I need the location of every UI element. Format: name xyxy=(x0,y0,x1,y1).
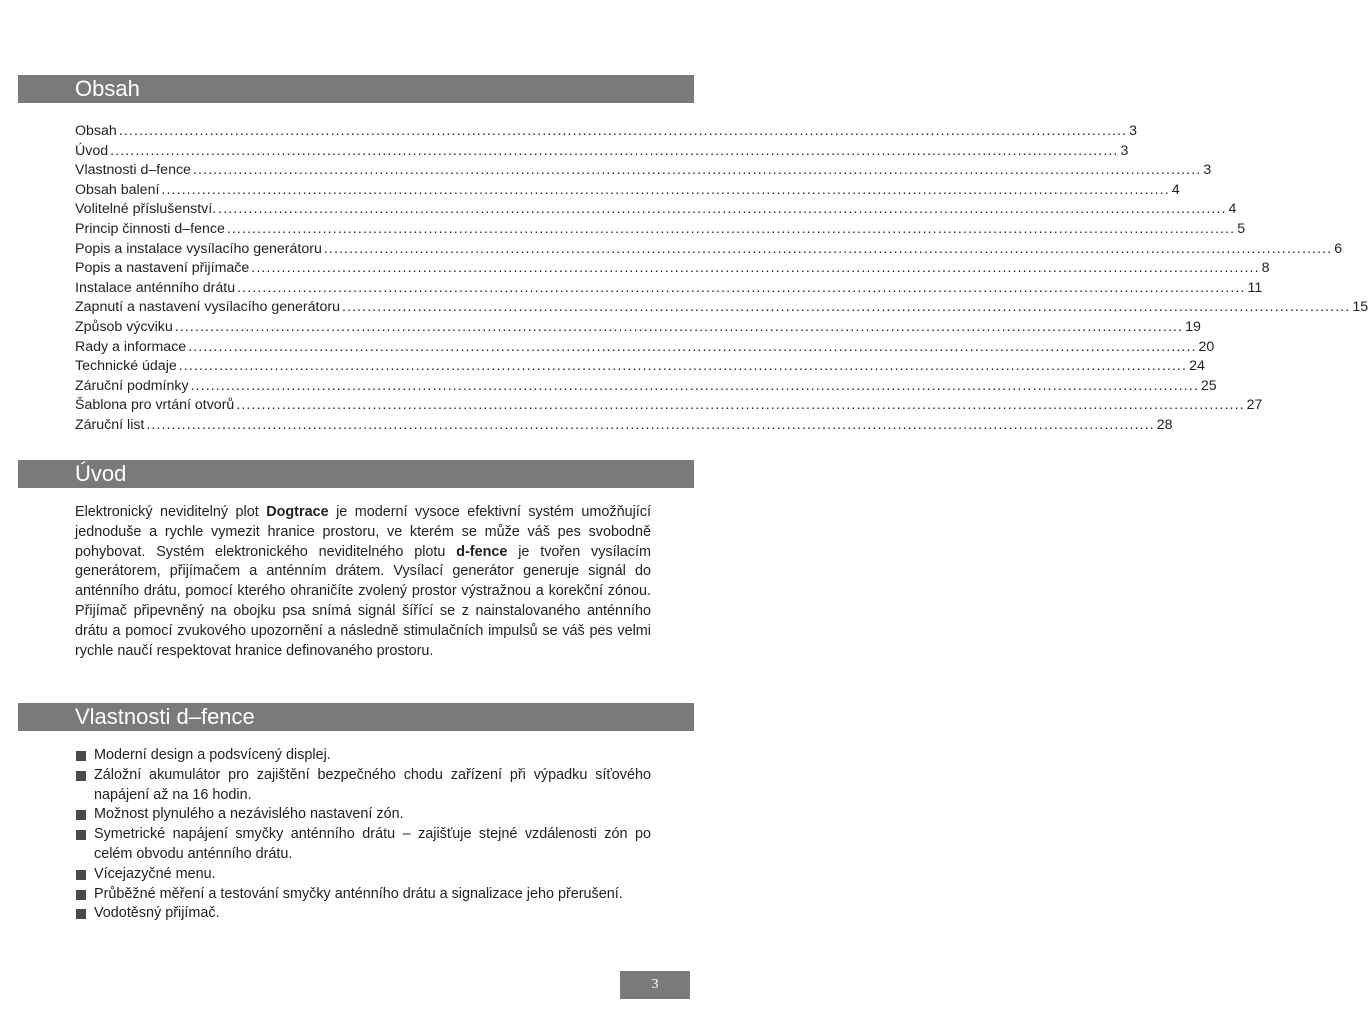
section-header-vlastnosti: Vlastnosti d–fence xyxy=(18,703,694,731)
table-of-contents xyxy=(75,122,1368,436)
feature-text: Vodotěsný přijímač. xyxy=(94,905,220,922)
intro-text-2: je moderní vysoce efektivní systém umožňující jednoduše a rychle vymezit hranice prostoru, ve kterém se může váš pes svobodně pohybovat. Systém elektronického neviditelného plotu xyxy=(75,504,651,560)
toc-entry-page: 3 xyxy=(1129,123,1138,139)
toc-entry-title: Záruční podmínky xyxy=(75,377,189,394)
toc-leader-dots: ........................................................................................................................................................................................................ xyxy=(251,260,1260,277)
toc-entry-title: Popis a nastavení přijímače xyxy=(75,260,250,277)
list-item xyxy=(75,885,651,905)
feature-text: Možnost plynulého a nezávislého nastavení zón. xyxy=(94,806,404,823)
list-item xyxy=(75,904,651,924)
toc-leader-dots: ........................................................................................................................................................................................................ xyxy=(192,162,1202,179)
toc-entry[interactable] xyxy=(75,142,1129,162)
toc-entry-title: Instalace anténního drátu xyxy=(75,279,236,296)
toc-leader-dots: ........................................................................................................................................................................................................ xyxy=(190,377,1199,394)
toc-entry[interactable] xyxy=(75,122,1138,142)
intro-paragraph xyxy=(75,503,651,661)
toc-leader-dots: ........................................................................................................................................................................................................ xyxy=(236,397,1245,414)
feature-text: Vícejazyčné menu. xyxy=(94,865,216,882)
toc-entry-page: 6 xyxy=(1334,240,1343,257)
feature-text: Záložní akumulátor pro zajištění bezpečného chodu zařízení při výpadku síťového napájení až na 16 hodin. xyxy=(94,766,651,803)
page-number: 3 xyxy=(620,971,690,999)
toc-entry[interactable] xyxy=(75,220,1246,240)
square-bullet-icon xyxy=(76,909,86,919)
toc-entry-page: 4 xyxy=(1228,201,1237,218)
toc-leader-dots: ........................................................................................................................................................................................................ xyxy=(110,142,1119,159)
toc-entry-title: Volitelné příslušenství. xyxy=(75,201,217,218)
list-item xyxy=(75,766,651,806)
section-header-uvod: Úvod xyxy=(18,460,694,488)
toc-entry-page: 25 xyxy=(1200,377,1217,394)
toc-entry-page: 19 xyxy=(1185,318,1201,335)
toc-leader-dots: ........................................................................................................................................................................................................ xyxy=(218,201,1227,218)
toc-entry[interactable] xyxy=(75,200,1237,220)
toc-leader-dots: ........................................................................................................................................................................................................ xyxy=(178,358,1188,375)
toc-leader-dots: ........................................................................................................................................................................................................ xyxy=(188,338,1197,355)
toc-leader-dots: ........................................................................................................................................................................................................ xyxy=(323,240,1333,257)
toc-entry-page: 15 xyxy=(1352,299,1368,316)
square-bullet-icon xyxy=(76,830,86,840)
toc-entry-title: Způsob výcviku xyxy=(75,318,173,335)
toc-entry-title: Šablona pro vrtání otvorů xyxy=(75,397,235,414)
toc-entry[interactable] xyxy=(75,416,1173,436)
toc-entry-page: 27 xyxy=(1246,397,1263,414)
toc-entry-page: 3 xyxy=(1120,142,1129,159)
toc-entry[interactable] xyxy=(75,338,1215,358)
list-item xyxy=(75,865,651,885)
toc-entry[interactable] xyxy=(75,161,1212,181)
toc-entry[interactable] xyxy=(75,318,1201,338)
toc-entry[interactable] xyxy=(75,240,1343,260)
list-item xyxy=(75,746,651,766)
square-bullet-icon xyxy=(76,810,86,820)
brand-name: Dogtrace xyxy=(266,504,329,520)
toc-entry-page: 28 xyxy=(1156,416,1173,433)
square-bullet-icon xyxy=(76,890,86,900)
toc-entry-title: Rady a informace xyxy=(75,338,187,355)
square-bullet-icon xyxy=(76,870,86,880)
toc-entry-title: Obsah balení xyxy=(75,181,160,198)
feature-text: Symetrické napájení smyčky anténního drátu – zajišťuje stejné vzdálenosti zón po celém obvodu anténního drátu. xyxy=(94,826,651,862)
toc-leader-dots: ........................................................................................................................................................................................................ xyxy=(118,123,1128,139)
feature-text: Průběžné měření a testování smyčky anténního drátu a signalizace jeho přerušení. xyxy=(94,885,623,902)
square-bullet-icon xyxy=(76,771,86,781)
toc-entry-page: 20 xyxy=(1198,338,1215,355)
toc-leader-dots: ........................................................................................................................................................................................................ xyxy=(174,318,1184,335)
toc-entry[interactable] xyxy=(75,357,1205,377)
toc-entry[interactable] xyxy=(75,279,1263,299)
section-header-obsah: Obsah xyxy=(18,75,694,103)
toc-entry[interactable] xyxy=(75,181,1180,201)
toc-leader-dots: ........................................................................................................................................................................................................ xyxy=(237,279,1246,296)
toc-entry[interactable] xyxy=(75,396,1263,416)
toc-entry-title: Zapnutí a nastavení vysílacího generátoru xyxy=(75,299,340,316)
intro-text-3: je tvořen vysílacím generátorem, přijímačem a anténním drátem. Vysílací generátor generuje signál do anténního drátu, pomocí kterého ohraničíte zvolený prostor výstražnou a korekční zónou. Přijímač připevněný na obojku psa snímá signál šířící se z nainstalovaného anténního drátu a pomocí zvukového upozornění a následně stimulačních impulsů se váš pes velmi rychle naučí respektovat hranice definovaného prostoru. xyxy=(75,543,651,659)
toc-entry-title: Popis a instalace vysílacího generátoru xyxy=(75,240,322,257)
feature-list xyxy=(75,746,651,924)
feature-text: Moderní design a podsvícený displej. xyxy=(94,747,331,763)
toc-entry-title: Vlastnosti d–fence xyxy=(75,162,191,179)
toc-entry-title: Úvod xyxy=(75,142,109,159)
toc-entry-page: 24 xyxy=(1189,358,1205,375)
list-item xyxy=(75,825,651,865)
toc-leader-dots: ........................................................................................................................................................................................................ xyxy=(342,299,1351,316)
intro-text-1: Elektronický neviditelný plot xyxy=(75,504,267,520)
toc-leader-dots: ........................................................................................................................................................................................................ xyxy=(161,181,1170,198)
toc-leader-dots: ........................................................................................................................................................................................................ xyxy=(146,416,1155,433)
toc-entry[interactable] xyxy=(75,259,1270,279)
toc-entry-title: Obsah xyxy=(75,123,117,139)
toc-entry-title: Princip činnosti d–fence xyxy=(75,220,225,237)
square-bullet-icon xyxy=(76,751,86,761)
product-name: d-fence xyxy=(456,543,508,560)
toc-entry-title: Technické údaje xyxy=(75,358,177,375)
toc-leader-dots: ........................................................................................................................................................................................................ xyxy=(226,220,1236,237)
toc-entry-title: Záruční list xyxy=(75,416,145,433)
toc-entry-page: 8 xyxy=(1261,260,1270,277)
toc-entry-page: 3 xyxy=(1203,162,1212,179)
toc-entry-page: 4 xyxy=(1171,181,1180,198)
toc-entry-page: 11 xyxy=(1247,279,1263,296)
toc-entry[interactable] xyxy=(75,298,1368,318)
list-item xyxy=(75,805,651,825)
toc-entry[interactable] xyxy=(75,377,1217,397)
toc-entry-page: 5 xyxy=(1237,220,1246,237)
